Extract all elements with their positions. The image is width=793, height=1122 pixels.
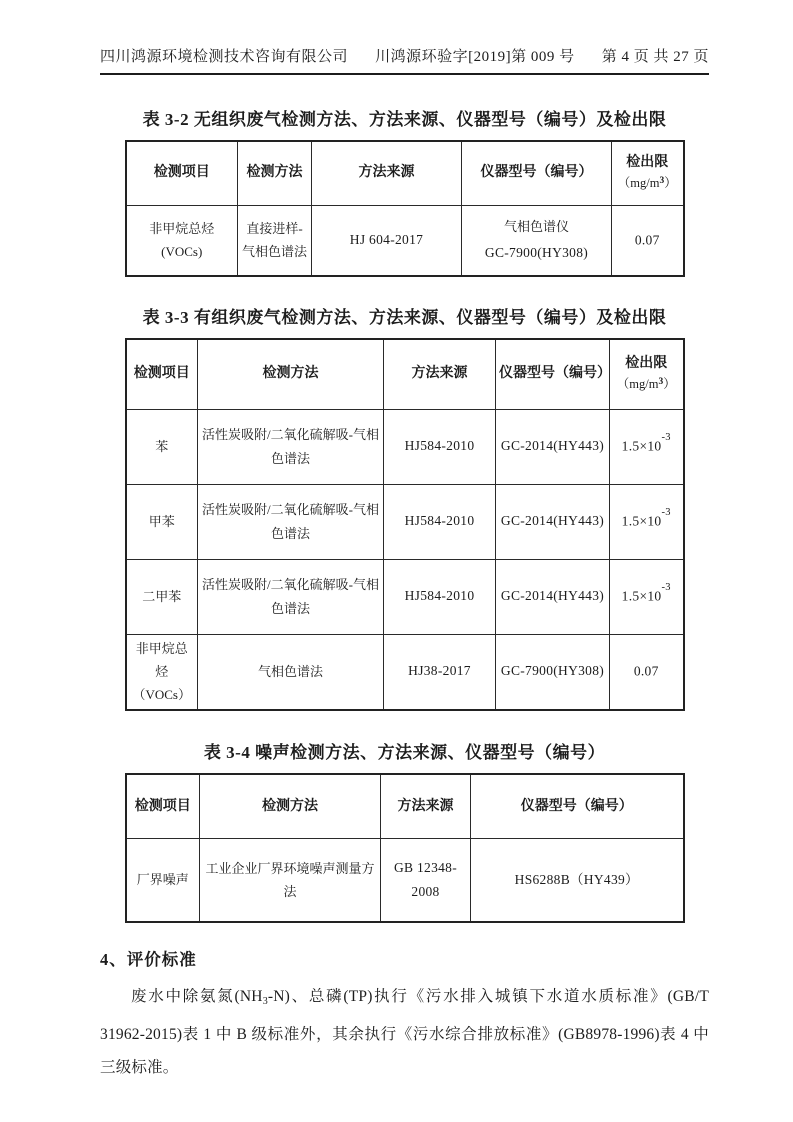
col-header-instrument: 仪器型号（编号）	[462, 141, 612, 205]
cell-method: 气相色谱法	[198, 634, 384, 710]
col-header-limit: 检出限 $(mg/m^3)$	[612, 141, 684, 205]
section-4-heading: 4、评价标准	[100, 949, 197, 969]
cell-limit: $1.5\times 10^{-3}$	[610, 559, 684, 634]
table-3-3	[125, 338, 685, 711]
col-header-instrument: 仪器型号（编号）	[496, 339, 610, 409]
col-header-method: 检测方法	[238, 141, 312, 205]
table-row	[126, 205, 684, 276]
cell-source: HJ 604-2017	[312, 205, 462, 276]
col-header-instrument: 仪器型号（编号）	[471, 774, 684, 839]
col-header-item: 检测项目	[126, 774, 200, 839]
table-3-3-title: 表 3-3 有组织废气检测方法、方法来源、仪器型号（编号）及检出限	[142, 308, 667, 327]
col-header-limit: 检出限 $(mg/m^3)$	[610, 339, 684, 409]
col-header-source: 方法来源	[312, 141, 462, 205]
col-header-item: 检测项目	[126, 339, 198, 409]
table-3-3-header-row	[126, 339, 684, 409]
cell-item: 非甲烷总烃（VOCs）	[126, 634, 198, 710]
cell-instrument: GC-7900(HY308)	[496, 634, 610, 710]
cell-instrument: GC-2014(HY443)	[496, 484, 610, 559]
page-number-info: 第 4 页 共 27 页	[601, 49, 709, 65]
cell-limit: $1.5\times 10^{-3}$	[610, 409, 684, 484]
cell-limit: 0.07	[610, 634, 684, 710]
col-header-method: 检测方法	[200, 774, 381, 839]
table-3-2-title: 表 3-2 无组织废气检测方法、方法来源、仪器型号（编号）及检出限	[142, 110, 667, 129]
col-header-method: 检测方法	[198, 339, 384, 409]
cell-source: GB 12348-2008	[381, 839, 471, 922]
cell-instrument: 气相色谱仪 GC-7900(HY308)	[462, 205, 612, 276]
cell-item: 甲苯	[126, 484, 198, 559]
cell-item: 非甲烷总烃(VOCs)	[126, 205, 238, 276]
cell-source: HJ584-2010	[384, 409, 496, 484]
cell-instrument: GC-2014(HY443)	[496, 559, 610, 634]
cell-source: HJ584-2010	[384, 559, 496, 634]
table-3-4	[125, 773, 685, 923]
cell-instrument: HS6288B（HY439）	[471, 839, 684, 922]
cell-method: 活性炭吸附/二氧化硫解吸-气相色谱法	[198, 409, 384, 484]
col-header-source: 方法来源	[384, 339, 496, 409]
table-3-2-header-row	[126, 141, 684, 205]
table-3-2	[125, 140, 685, 277]
nh3-subscript: 3	[262, 995, 268, 1007]
table-row	[126, 409, 684, 484]
col-header-item: 检测项目	[126, 141, 238, 205]
col-header-source: 方法来源	[381, 774, 471, 839]
company-name: 四川鸿源环境检测技术咨询有限公司	[100, 49, 349, 65]
cell-source: HJ584-2010	[384, 484, 496, 559]
cell-item: 厂界噪声	[126, 839, 200, 922]
cell-item: 二甲苯	[126, 559, 198, 634]
document-number: 川鸿源环验字[2019]第 009 号	[375, 49, 575, 65]
limit-unit: $(mg/m^3)$	[617, 176, 677, 191]
cell-instrument: GC-2014(HY443)	[496, 409, 610, 484]
section-4-paragraph: 废水中除氨氮$(NH_3-N)$、总磷(TP)执行《污水排入城镇下水道水质标准》(GB/T 31962-2015)表 1 中 B 级标准外，其余执行《污水综合排放标准》(GB8978-1996)表 4 中三级标准。	[100, 987, 709, 1076]
table-row	[126, 559, 684, 634]
cell-method: 活性炭吸附/二氧化硫解吸-气相色谱法	[198, 484, 384, 559]
cell-item: 苯	[126, 409, 198, 484]
table-row	[126, 634, 684, 710]
cell-method: 活性炭吸附/二氧化硫解吸-气相色谱法	[198, 559, 384, 634]
table-row	[126, 839, 684, 922]
cell-source: HJ38-2017	[384, 634, 496, 710]
table-3-4-title: 表 3-4 噪声检测方法、方法来源、仪器型号（编号）	[203, 742, 606, 762]
table-3-4-header-row	[126, 774, 684, 839]
cell-method: 直接进样-气相色谱法	[238, 205, 312, 276]
table-row	[126, 484, 684, 559]
cell-limit: 0.07	[612, 205, 684, 276]
cell-method: 工业企业厂界环境噪声测量方法	[200, 839, 381, 922]
cell-limit: $1.5\times 10^{-3}$	[610, 484, 684, 559]
limit-unit: $(mg/m^3)$	[616, 377, 676, 392]
page-header	[100, 45, 709, 75]
